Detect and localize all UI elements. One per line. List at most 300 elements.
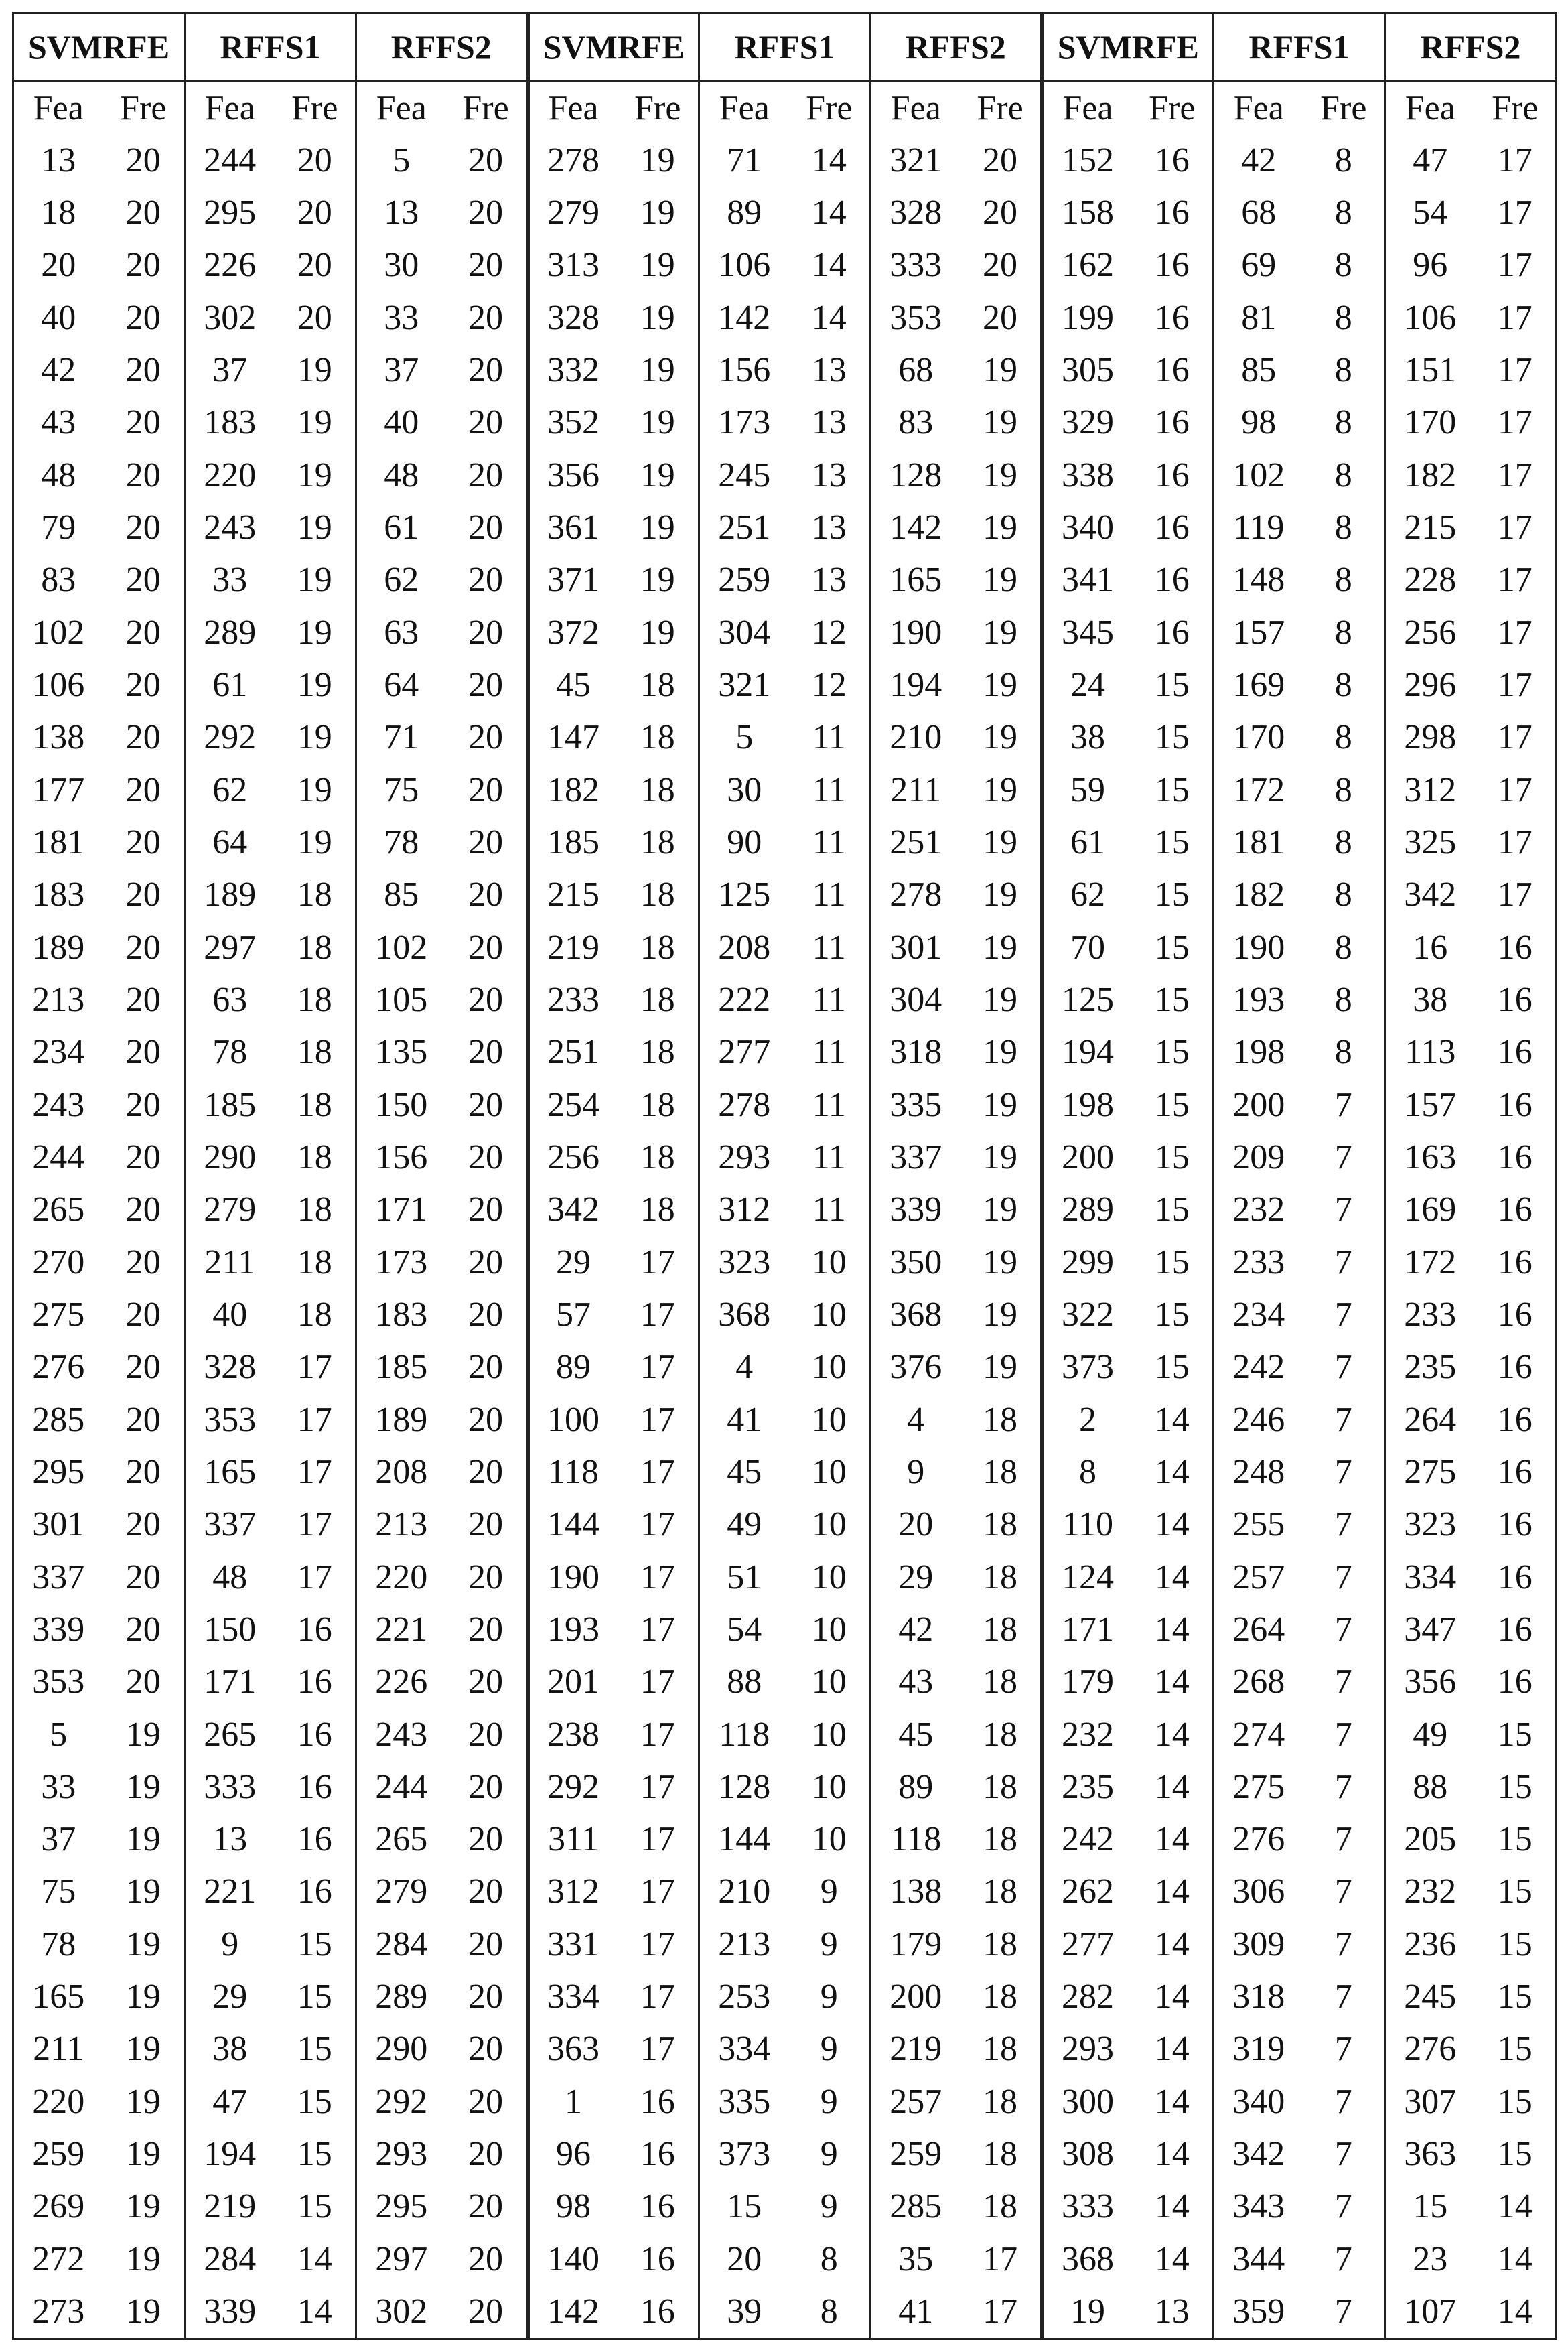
feature-cell: 69 <box>1214 239 1303 291</box>
frequency-cell: 20 <box>468 2292 504 2331</box>
frequency-cell: 19 <box>640 508 675 547</box>
frequency-cell: 19 <box>297 770 332 809</box>
frequency-cell: 14 <box>1154 1400 1190 1439</box>
frequency-cell: 16 <box>1154 613 1190 652</box>
frequency-cell: 8 <box>1334 613 1352 652</box>
table-row <box>13 2128 1557 2180</box>
feature-cell: 41 <box>699 1393 789 1446</box>
frequency-cell: 20 <box>125 1452 161 1491</box>
frequency-cell: 15 <box>1154 980 1190 1019</box>
frequency-cell: 20 <box>468 928 504 967</box>
feature-cell: 245 <box>1385 1970 1475 2022</box>
frequency-cell: 17 <box>1497 665 1533 704</box>
feature-cell: 165 <box>871 554 960 606</box>
feature-cell: 138 <box>871 1866 960 1918</box>
frequency-cell: 16 <box>297 1872 332 1911</box>
frequency-cell: 7 <box>1334 1872 1352 1911</box>
feature-cell: 342 <box>528 1184 618 1236</box>
feature-cell: 226 <box>356 1656 446 1708</box>
frequency-cell: 19 <box>640 561 675 600</box>
feature-cell: 213 <box>356 1499 446 1551</box>
table-row <box>13 1918 1557 1970</box>
frequency-cell: 11 <box>812 718 846 757</box>
frequency-cell: 9 <box>820 1978 838 2016</box>
frequency-cell: 16 <box>1497 1663 1533 1702</box>
feature-cell: 284 <box>356 1918 446 1970</box>
frequency-cell: 10 <box>811 1348 847 1387</box>
feature-cell: 128 <box>871 449 960 501</box>
frequency-cell: 15 <box>297 2135 332 2174</box>
frequency-cell: 16 <box>1497 1137 1533 1176</box>
feature-cell: 106 <box>699 239 789 291</box>
feature-cell: 83 <box>871 397 960 449</box>
frequency-cell: 20 <box>468 1452 504 1491</box>
feature-cell: 61 <box>185 659 275 711</box>
feature-cell: 334 <box>528 1970 618 2022</box>
frequency-cell: 7 <box>1334 1400 1352 1439</box>
feature-cell: 305 <box>1042 344 1132 396</box>
frequency-cell: 18 <box>983 1767 1018 1806</box>
frequency-cell: 15 <box>297 1925 332 1963</box>
frequency-cell: 16 <box>1497 1190 1533 1229</box>
frequency-cell: 15 <box>1497 1715 1533 1754</box>
feature-cell: 96 <box>528 2128 618 2180</box>
table-body <box>13 134 1557 2339</box>
frequency-cell: 14 <box>1497 2187 1533 2226</box>
frequency-cell: 16 <box>1497 928 1533 967</box>
feature-cell: 333 <box>185 1760 275 1813</box>
feature-cell: 71 <box>356 711 446 764</box>
feature-cell: 233 <box>528 973 618 1026</box>
feature-cell: 40 <box>356 397 446 449</box>
feature-cell: 243 <box>32 1085 85 1124</box>
feature-cell: 68 <box>1214 186 1303 238</box>
feature-cell: 353 <box>871 291 960 344</box>
feature-cell: 71 <box>699 134 789 186</box>
frequency-cell: 14 <box>1154 1610 1190 1649</box>
feature-cell: 228 <box>1385 554 1475 606</box>
frequency-cell: 17 <box>983 2292 1018 2331</box>
frequency-cell: 20 <box>125 1610 161 1649</box>
frequency-cell: 16 <box>1497 1558 1533 1596</box>
frequency-cell: 14 <box>297 2239 332 2278</box>
feature-cell: 219 <box>528 921 618 973</box>
frequency-cell: 19 <box>125 1820 161 1859</box>
frequency-cell: 14 <box>1154 2239 1190 2278</box>
feature-cell: 189 <box>356 1393 446 1446</box>
frequency-cell: 12 <box>811 613 847 652</box>
feature-cell: 329 <box>1042 397 1132 449</box>
feature-cell: 232 <box>1385 1866 1475 1918</box>
frequency-cell: 18 <box>297 1295 332 1334</box>
frequency-cell: 15 <box>1154 1190 1190 1229</box>
feature-cell: 157 <box>1385 1079 1475 1131</box>
frequency-cell: 16 <box>1154 456 1190 494</box>
sub-header-fea: Fea <box>1214 81 1303 135</box>
sub-header-fea: Fea <box>33 88 84 127</box>
feature-cell: 279 <box>528 186 618 238</box>
feature-cell: 37 <box>41 1820 76 1859</box>
frequency-cell: 8 <box>820 2239 838 2278</box>
feature-cell: 5 <box>356 134 446 186</box>
feature-cell: 325 <box>1385 816 1475 868</box>
frequency-cell: 11 <box>812 1033 846 1072</box>
feature-cell: 259 <box>699 554 789 606</box>
feature-cell: 251 <box>699 501 789 553</box>
sub-header-fea: Fea <box>1385 81 1475 135</box>
frequency-cell: 17 <box>640 1767 675 1806</box>
frequency-cell: 18 <box>640 1137 675 1176</box>
feature-cell: 41 <box>871 2285 960 2339</box>
frequency-cell: 16 <box>297 1767 332 1806</box>
frequency-cell: 10 <box>811 1715 847 1754</box>
feature-cell: 339 <box>185 2285 275 2339</box>
table-row <box>13 1866 1557 1918</box>
frequency-cell: 20 <box>468 298 504 337</box>
frequency-cell: 15 <box>1497 1767 1533 1806</box>
frequency-cell: 16 <box>1497 1452 1533 1491</box>
frequency-cell: 20 <box>468 1033 504 1072</box>
feature-cell: 138 <box>32 718 85 757</box>
frequency-cell: 7 <box>1334 1558 1352 1596</box>
frequency-cell: 20 <box>468 508 504 547</box>
frequency-cell: 17 <box>1497 718 1533 757</box>
table-row <box>13 1708 1557 1760</box>
feature-cell: 264 <box>1214 1603 1303 1655</box>
feature-cell: 33 <box>41 1767 76 1806</box>
table-row <box>13 659 1557 711</box>
frequency-cell: 17 <box>640 1505 675 1544</box>
feature-cell: 246 <box>1214 1393 1303 1446</box>
feature-cell: 372 <box>528 606 618 659</box>
frequency-cell: 11 <box>812 876 846 914</box>
feature-cell: 90 <box>699 816 789 868</box>
feature-cell: 40 <box>185 1288 275 1340</box>
sub-header-fea: Fea <box>356 81 446 135</box>
feature-cell: 232 <box>1042 1708 1132 1760</box>
feature-cell: 49 <box>699 1499 789 1551</box>
feature-cell: 220 <box>32 2082 85 2121</box>
feature-cell: 312 <box>1385 764 1475 816</box>
frequency-cell: 14 <box>1154 1872 1190 1911</box>
feature-cell: 289 <box>185 606 275 659</box>
frequency-cell: 19 <box>983 350 1018 389</box>
frequency-cell: 20 <box>125 1348 161 1387</box>
frequency-cell: 20 <box>468 1400 504 1439</box>
frequency-cell: 20 <box>125 561 161 600</box>
feature-cell: 96 <box>1385 239 1475 291</box>
feature-cell: 88 <box>1385 1760 1475 1813</box>
frequency-cell: 17 <box>1497 246 1533 285</box>
sub-header-fea: Fea <box>528 81 618 135</box>
feature-cell: 222 <box>699 973 789 1026</box>
feature-cell: 140 <box>528 2233 618 2285</box>
frequency-cell: 17 <box>640 1610 675 1649</box>
frequency-cell: 20 <box>125 508 161 547</box>
feature-cell: 363 <box>528 2023 618 2075</box>
frequency-cell: 20 <box>125 403 161 442</box>
feature-cell: 185 <box>185 1079 275 1131</box>
feature-cell: 269 <box>32 2187 85 2226</box>
frequency-cell: 10 <box>811 1400 847 1439</box>
feature-cell: 106 <box>1385 291 1475 344</box>
sub-header-fre: Fre <box>977 88 1023 127</box>
frequency-cell: 8 <box>1334 980 1352 1019</box>
frequency-cell: 16 <box>1154 298 1190 337</box>
feature-cell: 19 <box>1042 2285 1132 2339</box>
frequency-cell: 20 <box>468 1610 504 1649</box>
feature-cell: 297 <box>356 2233 446 2285</box>
feature-cell: 181 <box>32 823 85 861</box>
frequency-cell: 14 <box>1154 1558 1190 1596</box>
sub-header-fre: Fre <box>806 88 853 127</box>
table-row <box>13 921 1557 973</box>
frequency-cell: 9 <box>820 2135 838 2174</box>
frequency-cell: 9 <box>820 2082 838 2121</box>
feature-cell: 356 <box>1385 1656 1475 1708</box>
frequency-cell: 8 <box>1334 928 1352 967</box>
feature-cell: 157 <box>1214 606 1303 659</box>
feature-cell: 48 <box>356 449 446 501</box>
feature-cell: 353 <box>185 1393 275 1446</box>
frequency-cell: 18 <box>983 1925 1018 1963</box>
frequency-cell: 7 <box>1334 1767 1352 1806</box>
feature-cell: 319 <box>1214 2023 1303 2075</box>
frequency-cell: 20 <box>125 1505 161 1544</box>
frequency-cell: 20 <box>468 193 504 232</box>
frequency-cell: 19 <box>983 561 1018 600</box>
feature-cell: 255 <box>1214 1499 1303 1551</box>
frequency-cell: 20 <box>468 1715 504 1754</box>
feature-cell: 337 <box>185 1499 275 1551</box>
frequency-cell: 16 <box>1497 1610 1533 1649</box>
frequency-cell: 15 <box>1154 1033 1190 1072</box>
feature-cell: 368 <box>871 1288 960 1340</box>
frequency-cell: 8 <box>1334 350 1352 389</box>
frequency-cell: 17 <box>297 1348 332 1387</box>
feature-cell: 189 <box>185 869 275 921</box>
feature-cell: 277 <box>699 1026 789 1079</box>
frequency-cell: 18 <box>297 876 332 914</box>
frequency-cell: 20 <box>468 1925 504 1963</box>
frequency-cell: 14 <box>1497 2292 1533 2331</box>
frequency-cell: 15 <box>297 1978 332 2016</box>
frequency-cell: 19 <box>125 1925 161 1963</box>
frequency-cell: 17 <box>640 1243 675 1282</box>
feature-cell: 42 <box>871 1603 960 1655</box>
frequency-cell: 8 <box>1334 456 1352 494</box>
sub-header-fre: Fre <box>1492 88 1539 127</box>
feature-cell: 147 <box>528 711 618 764</box>
feature-cell: 242 <box>1042 1813 1132 1866</box>
feature-cell: 156 <box>356 1131 446 1183</box>
table-row <box>13 186 1557 238</box>
table-row <box>13 1760 1557 1813</box>
feature-cell: 318 <box>871 1026 960 1079</box>
frequency-cell: 7 <box>1334 1505 1352 1544</box>
feature-cell: 190 <box>871 606 960 659</box>
frequency-cell: 12 <box>811 665 847 704</box>
feature-cell: 30 <box>356 239 446 291</box>
feature-cell: 54 <box>699 1603 789 1655</box>
feature-cell: 47 <box>1385 134 1475 186</box>
table-row <box>13 1288 1557 1340</box>
frequency-cell: 9 <box>820 2187 838 2226</box>
frequency-cell: 7 <box>1334 1190 1352 1229</box>
frequency-cell: 20 <box>125 350 161 389</box>
frequency-cell: 20 <box>125 456 161 494</box>
feature-cell: 344 <box>1214 2233 1303 2285</box>
feature-cell: 63 <box>356 606 446 659</box>
feature-cell: 182 <box>1214 869 1303 921</box>
sub-header-fre: Fre <box>462 88 509 127</box>
feature-cell: 359 <box>1214 2285 1303 2339</box>
feature-cell: 289 <box>356 1970 446 2022</box>
feature-cell: 235 <box>1385 1341 1475 1393</box>
feature-cell: 234 <box>1214 1288 1303 1340</box>
group-header-svmrfe-2: SVMRFE <box>528 13 699 81</box>
frequency-cell: 20 <box>468 1348 504 1387</box>
frequency-cell: 15 <box>1154 1295 1190 1334</box>
frequency-cell: 18 <box>983 1558 1018 1596</box>
feature-cell: 353 <box>32 1663 85 1702</box>
frequency-cell: 19 <box>983 1190 1018 1229</box>
frequency-cell: 18 <box>297 1243 332 1282</box>
frequency-cell: 19 <box>983 1295 1018 1334</box>
frequency-cell: 20 <box>125 1190 161 1229</box>
frequency-cell: 13 <box>811 350 847 389</box>
feature-cell: 297 <box>185 921 275 973</box>
feature-cell: 342 <box>1214 2128 1303 2180</box>
feature-cell: 278 <box>871 869 960 921</box>
feature-cell: 61 <box>356 501 446 553</box>
table-row <box>13 1813 1557 1866</box>
feature-cell: 13 <box>185 1813 275 1866</box>
frequency-cell: 17 <box>640 1295 675 1334</box>
feature-cell: 118 <box>699 1708 789 1760</box>
frequency-cell: 7 <box>1334 1243 1352 1282</box>
feature-cell: 144 <box>699 1813 789 1866</box>
feature-cell: 290 <box>356 2023 446 2075</box>
frequency-cell: 19 <box>983 1137 1018 1176</box>
frequency-cell: 19 <box>983 718 1018 757</box>
frequency-cell: 20 <box>297 246 332 285</box>
feature-cell: 251 <box>871 816 960 868</box>
frequency-cell: 19 <box>983 403 1018 442</box>
feature-cell: 158 <box>1042 186 1132 238</box>
feature-frequency-table <box>12 12 1557 2340</box>
frequency-cell: 18 <box>983 1505 1018 1544</box>
frequency-cell: 16 <box>1497 980 1533 1019</box>
frequency-cell: 20 <box>468 1820 504 1859</box>
frequency-cell: 16 <box>1497 1033 1533 1072</box>
frequency-cell: 20 <box>468 718 504 757</box>
frequency-cell: 15 <box>1154 1348 1190 1387</box>
feature-cell: 24 <box>1042 659 1132 711</box>
feature-cell: 142 <box>528 2285 618 2339</box>
feature-cell: 124 <box>1042 1551 1132 1603</box>
frequency-cell: 15 <box>1497 1820 1533 1859</box>
frequency-cell: 13 <box>811 456 847 494</box>
frequency-cell: 8 <box>1334 561 1352 600</box>
frequency-cell: 19 <box>297 665 332 704</box>
frequency-cell: 7 <box>1334 1348 1352 1387</box>
feature-cell: 38 <box>1385 973 1475 1026</box>
frequency-cell: 15 <box>1154 876 1190 914</box>
frequency-cell: 18 <box>983 2135 1018 2174</box>
feature-cell: 171 <box>185 1656 275 1708</box>
feature-cell: 193 <box>1214 973 1303 1026</box>
feature-cell: 254 <box>528 1079 618 1131</box>
frequency-cell: 19 <box>297 350 332 389</box>
feature-cell: 173 <box>356 1236 446 1288</box>
feature-cell: 182 <box>528 764 618 816</box>
feature-cell: 198 <box>1214 1026 1303 1079</box>
frequency-cell: 19 <box>125 2187 161 2226</box>
frequency-cell: 14 <box>1154 2082 1190 2121</box>
frequency-cell: 20 <box>297 193 332 232</box>
feature-cell: 152 <box>1042 134 1132 186</box>
frequency-cell: 19 <box>983 613 1018 652</box>
feature-cell: 51 <box>699 1551 789 1603</box>
feature-cell: 272 <box>32 2239 85 2278</box>
frequency-cell: 19 <box>125 2135 161 2174</box>
table-row <box>13 291 1557 344</box>
feature-cell: 321 <box>699 659 789 711</box>
frequency-cell: 8 <box>1334 823 1352 861</box>
frequency-cell: 9 <box>820 1925 838 1963</box>
sub-header-fre: Fre <box>291 88 338 127</box>
frequency-cell: 10 <box>811 1505 847 1544</box>
frequency-cell: 13 <box>1154 2292 1190 2331</box>
feature-cell: 285 <box>32 1400 85 1439</box>
feature-cell: 171 <box>356 1184 446 1236</box>
feature-cell: 75 <box>41 1872 76 1911</box>
feature-cell: 64 <box>185 816 275 868</box>
frequency-cell: 20 <box>125 298 161 337</box>
frequency-cell: 19 <box>125 1978 161 2016</box>
frequency-cell: 18 <box>640 718 675 757</box>
frequency-cell: 17 <box>640 2030 675 2069</box>
feature-cell: 89 <box>871 1760 960 1813</box>
feature-cell: 275 <box>1385 1446 1475 1498</box>
frequency-cell: 15 <box>297 2082 332 2121</box>
feature-cell: 277 <box>1042 1918 1132 1970</box>
feature-cell: 284 <box>185 2233 275 2285</box>
feature-cell: 156 <box>699 344 789 396</box>
feature-cell: 85 <box>1214 344 1303 396</box>
feature-cell: 275 <box>32 1295 85 1334</box>
table-row <box>13 2233 1557 2285</box>
feature-cell: 334 <box>1385 1551 1475 1603</box>
feature-cell: 18 <box>41 193 76 232</box>
frequency-cell: 20 <box>468 665 504 704</box>
feature-cell: 373 <box>699 2128 789 2180</box>
feature-cell: 62 <box>185 764 275 816</box>
feature-cell: 43 <box>871 1656 960 1708</box>
feature-cell: 251 <box>528 1026 618 1079</box>
feature-cell: 311 <box>528 1813 618 1866</box>
feature-cell: 107 <box>1385 2285 1475 2339</box>
frequency-cell: 18 <box>640 980 675 1019</box>
feature-cell: 308 <box>1042 2128 1132 2180</box>
feature-cell: 210 <box>871 711 960 764</box>
frequency-cell: 14 <box>1154 2030 1190 2069</box>
feature-cell: 276 <box>1214 1813 1303 1866</box>
feature-cell: 363 <box>1385 2128 1475 2180</box>
feature-cell: 177 <box>32 770 85 809</box>
frequency-cell: 19 <box>640 246 675 285</box>
